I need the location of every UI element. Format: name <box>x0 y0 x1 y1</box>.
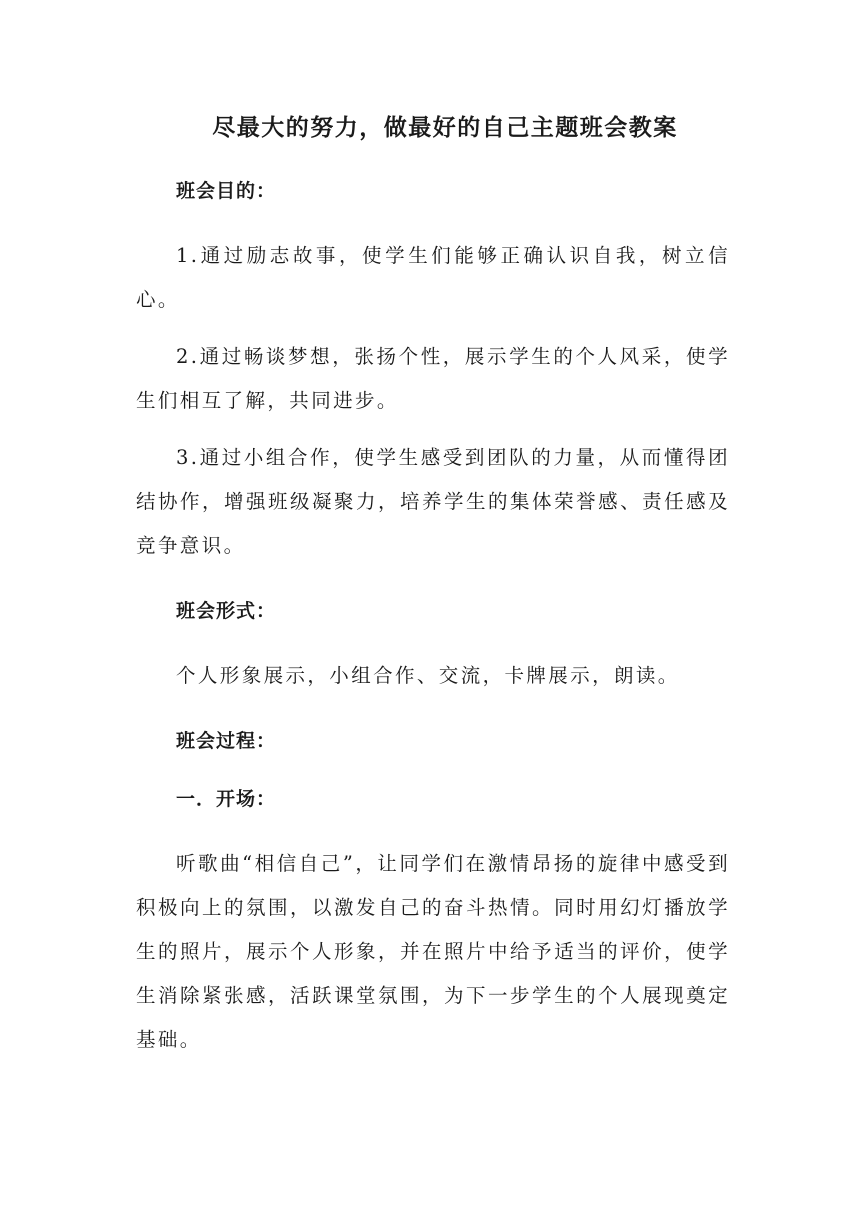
form-heading: 班会形式： <box>176 600 277 622</box>
document-title: 尽最大的努力，做最好的自己主题班会教案 <box>212 114 678 141</box>
step1-heading: 一．开场： <box>176 788 277 810</box>
form-text: 个人形象展示，小组合作、交流，卡牌展示，朗读。 <box>176 664 680 687</box>
step1-text: 听歌曲“相信自己”，让同学们在激情昂扬的旋律中感受到积极向上的氛围，以激发自己的奋斗热情。同时用幻灯播放学生的照片，展示个人形象，并在照片中给予适当的评价，使学生消除紧张感，活跃课堂氛围，为下一步学生的个人展现奠定基础。 <box>136 852 730 1051</box>
purpose-item-3: 3.通过小组合作，使学生感受到团队的力量，从而懂得团结协作，增强班级凝聚力，培养学生的集体荣誉感、责任感及竞争意识。 <box>136 446 730 557</box>
title-block <box>136 112 730 160</box>
purpose-heading: 班会目的： <box>176 180 277 202</box>
purpose-item-2: 2.通过畅谈梦想，张扬个性，展示学生的个人风采，使学生们相互了解，共同进步。 <box>136 345 730 412</box>
purpose-item-1: 1.通过励志故事，使学生们能够正确认识自我，树立信心。 <box>136 244 730 311</box>
process-heading: 班会过程： <box>176 730 277 752</box>
